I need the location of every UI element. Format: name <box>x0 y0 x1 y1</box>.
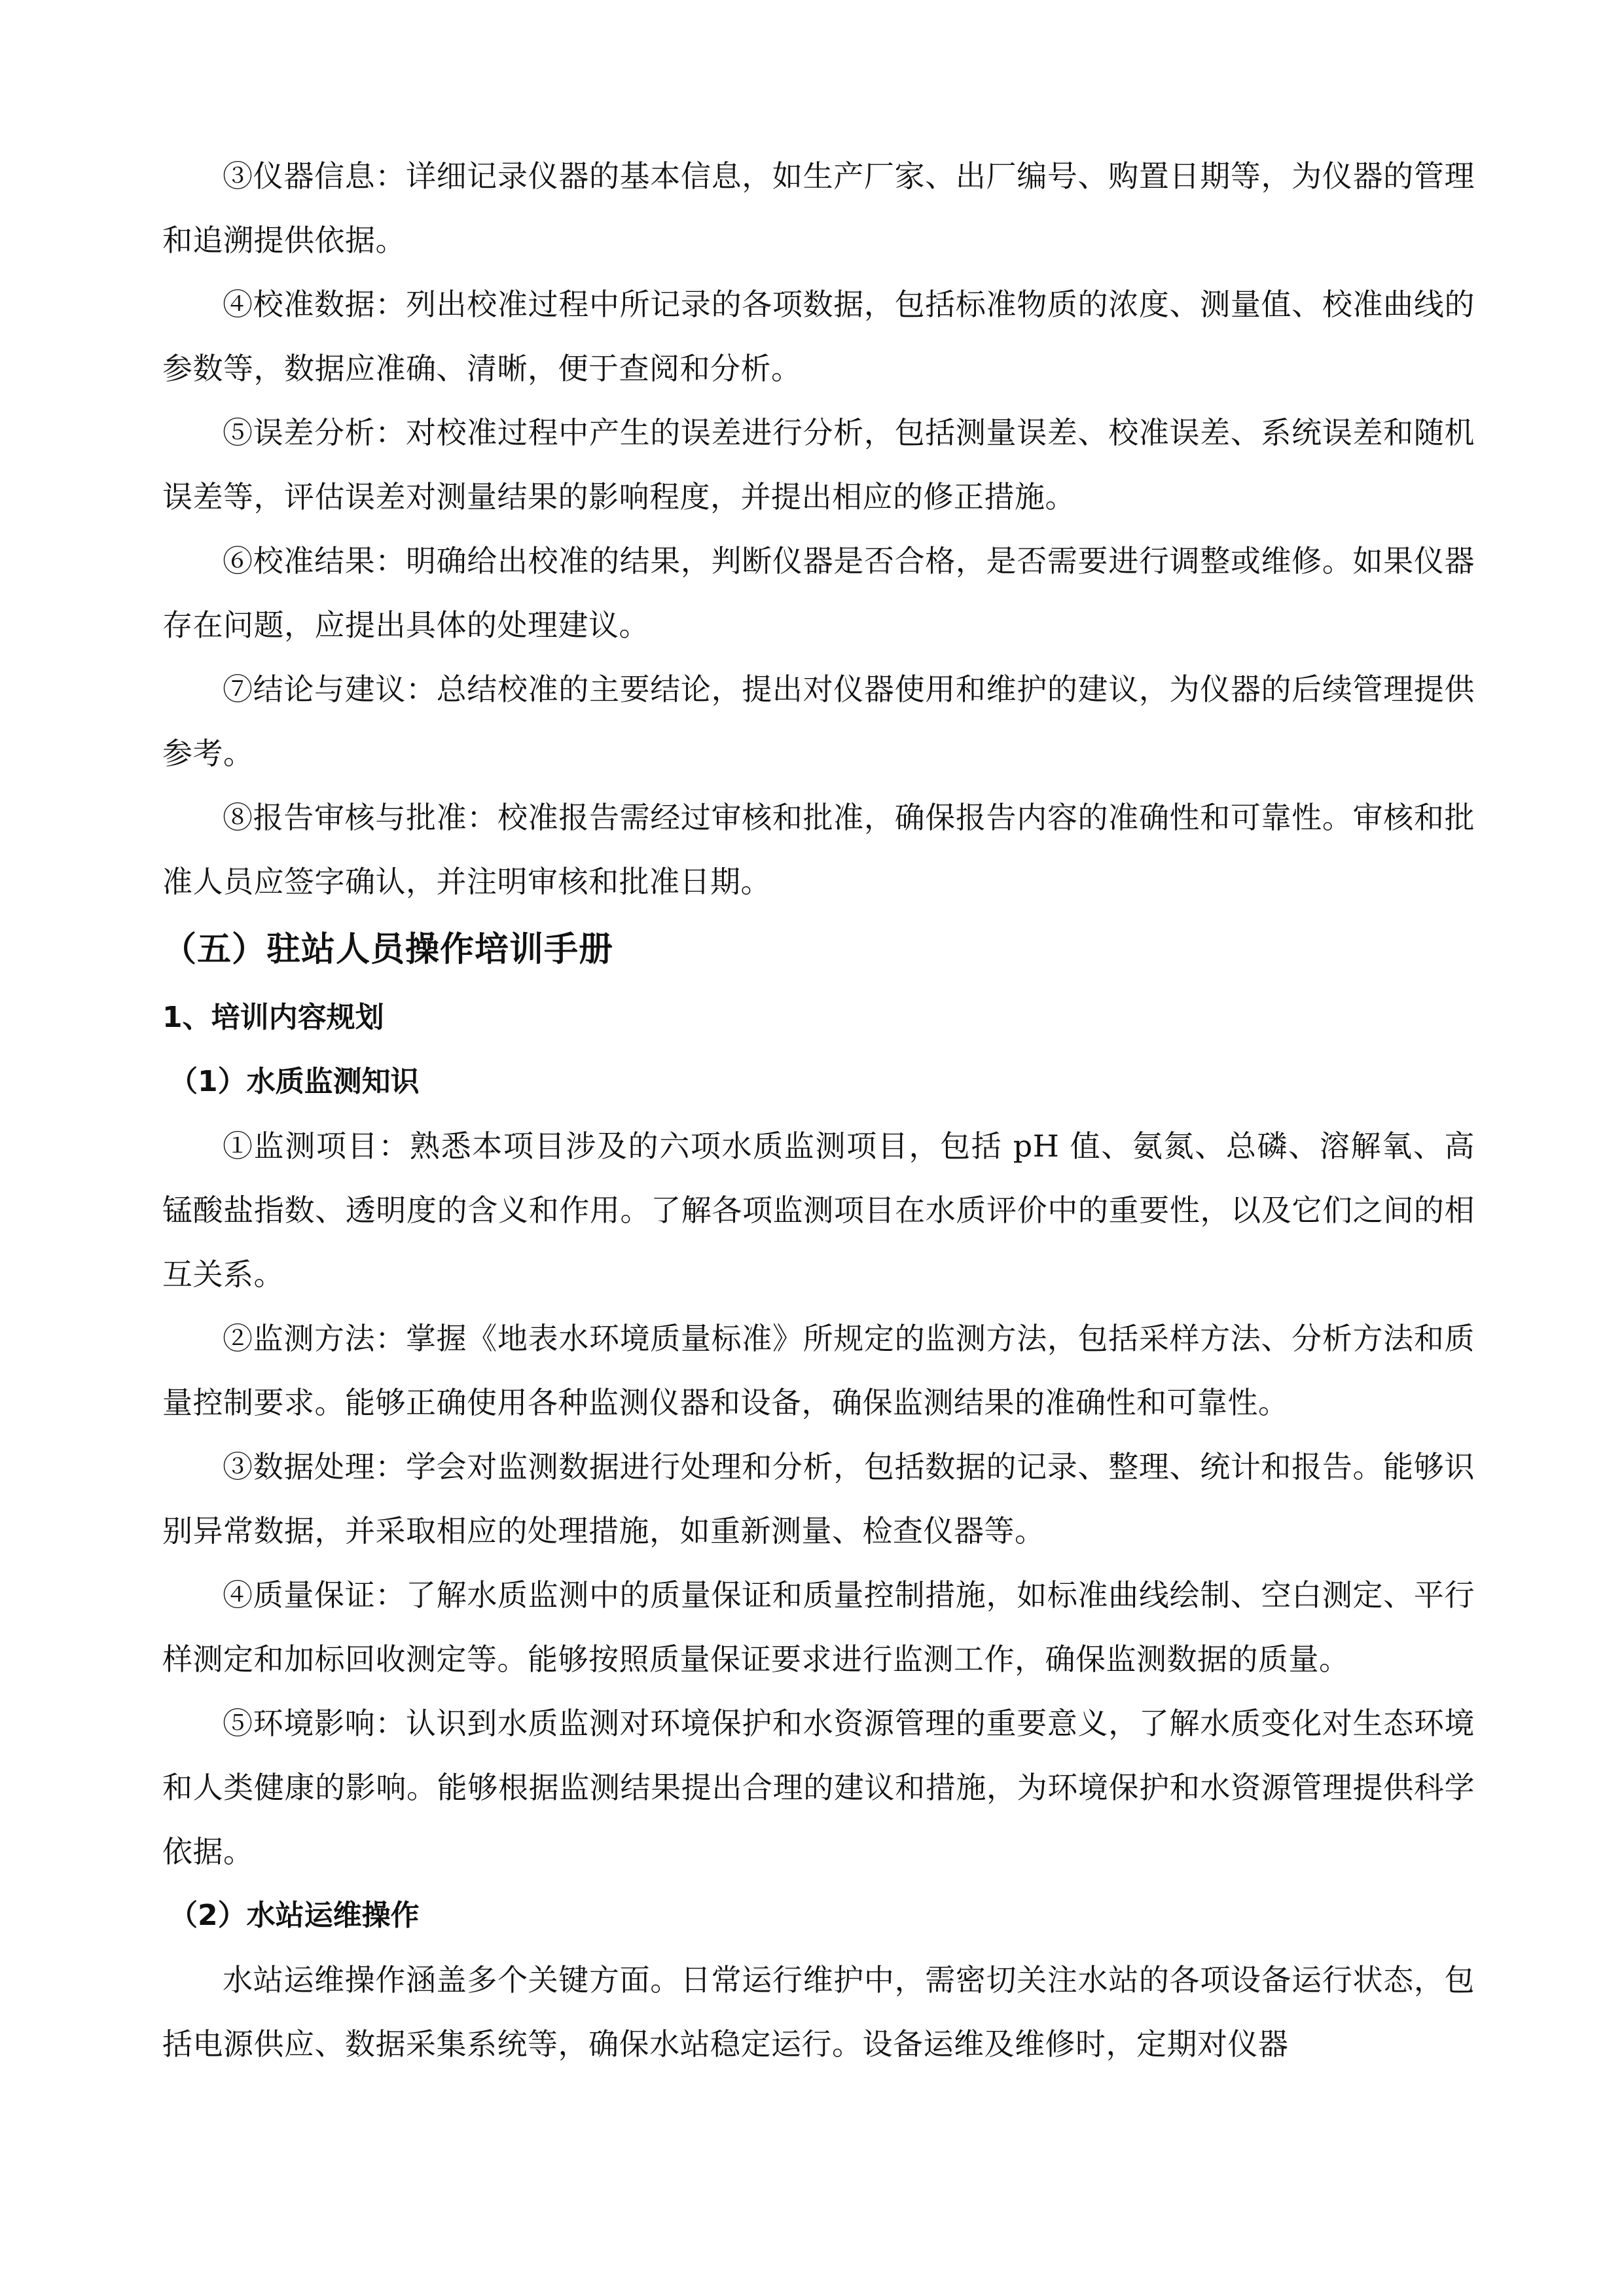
sub2-title: （2）水站运维操作 <box>169 1899 420 1932</box>
paragraph-station-operation: 水站运维操作涵盖多个关键方面。日常运行维护中，需密切关注水站的各项设备运行状态，包括电源供应、数据采集系统等，确保水站稳定运行。设备运维及维修时，定期对仪器 <box>162 1962 1475 2062</box>
document-body <box>162 144 1475 2076</box>
paragraph-monitoring-methods: ②监测方法：掌握《地表水环境质量标准》所规定的监测方法，包括采样方法、分析方法和质量控制要求。能够正确使用各种监测仪器和设备，确保监测结果的准确性和可靠性。 <box>162 1321 1475 1420</box>
paragraph-calibration-data: ④校准数据：列出校准过程中所记录的各项数据，包括标准物质的浓度、测量值、校准曲线的参数等，数据应准确、清晰，便于查阅和分析。 <box>162 287 1475 386</box>
paragraph-data-processing: ③数据处理：学会对监测数据进行处理和分析，包括数据的记录、整理、统计和报告。能够识别异常数据，并采取相应的处理措施，如重新测量、检查仪器等。 <box>162 1449 1475 1549</box>
paragraph-monitoring-items: ①监测项目：熟悉本项目涉及的六项水质监测项目，包括 pH 值、氨氮、总磷、溶解氧、高锰酸盐指数、透明度的含义和作用。了解各项监测项目在水质评价中的重要性，以及它们之间的相互关系。 <box>162 1128 1475 1292</box>
paragraph-quality-assurance: ④质量保证：了解水质监测中的质量保证和质量控制措施，如标准曲线绘制、空白测定、平行样测定和加标回收测定等。能够按照质量保证要求进行监测工作，确保监测数据的质量。 <box>162 1577 1475 1677</box>
paragraph-calibration-result: ⑥校准结果：明确给出校准的结果，判断仪器是否合格，是否需要进行调整或维修。如果仪器存在问题，应提出具体的处理建议。 <box>162 543 1475 643</box>
paragraph-environmental-impact: ⑤环境影响：认识到水质监测对环境保护和水资源管理的重要意义，了解水质变化对生态环境和人类健康的影响。能够根据监测结果提出合理的建议和措施，为环境保护和水资源管理提供科学依据。 <box>162 1706 1475 1869</box>
paragraph-instrument-info: ③仪器信息：详细记录仪器的基本信息，如生产厂家、出厂编号、购置日期等，为仪器的管理和追溯提供依据。 <box>162 158 1475 258</box>
paragraph-error-analysis: ⑤误差分析：对校准过程中产生的误差进行分析，包括测量误差、校准误差、系统误差和随机误差等，评估误差对测量结果的影响程度，并提出相应的修正措施。 <box>162 415 1475 514</box>
sub1-title: （1）水质监测知识 <box>169 1065 420 1098</box>
paragraph-report-review: ⑧报告审核与批准：校准报告需经过审核和批准，确保报告内容的准确性和可靠性。审核和批准人员应签字确认，并注明审核和批准日期。 <box>162 800 1475 899</box>
paragraph-conclusion: ⑦结论与建议：总结校准的主要结论，提出对仪器使用和维护的建议，为仪器的后续管理提供参考。 <box>162 672 1475 771</box>
subsection-title: 1、培训内容规划 <box>162 1001 384 1034</box>
section-title: （五）驻站人员操作培训手册 <box>162 930 614 969</box>
